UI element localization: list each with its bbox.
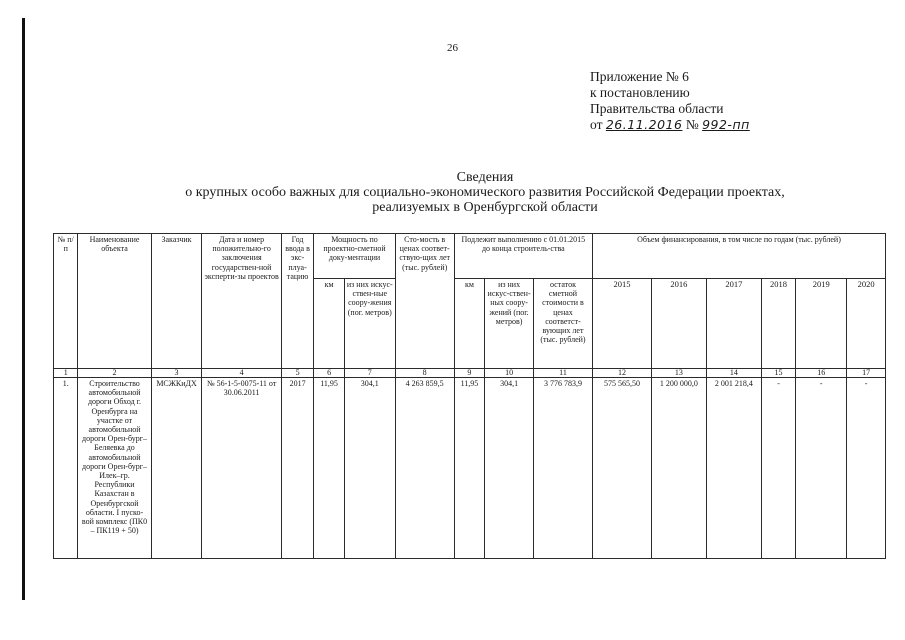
header-row-top [54, 234, 886, 279]
column-number: 3 [151, 369, 202, 378]
annex-line-2: к постановлению [590, 85, 690, 100]
header-cost: Сто-мость в ценах соответ-ствую-щих лет (тыс. рублей) [395, 234, 454, 369]
row-funding-2015: 575 565,50 [592, 378, 651, 559]
projects-table [53, 233, 886, 559]
header-remaining-cost: остаток сметной стоимости в ценах соответст-вующих лет (тыс. рублей) [533, 279, 592, 369]
row-capacity-km: 11,95 [314, 378, 345, 559]
column-number: 12 [592, 369, 651, 378]
header-remaining: Подлежит выполнению с 01.01.2015 до конца строитель-ства [454, 234, 592, 279]
row-funding-2018: - [761, 378, 796, 559]
header-capacity-structures: из них искус-ствен-ные соору-жения (пог. метров) [344, 279, 395, 369]
column-number: 6 [314, 369, 345, 378]
header-year-2018: 2018 [761, 279, 796, 369]
column-number: 16 [796, 369, 847, 378]
header-remaining-km: км [454, 279, 485, 369]
column-number-row [54, 369, 886, 378]
annex-number: 992-пп [702, 117, 750, 132]
title-line-1: Сведения [456, 170, 514, 185]
header-capacity: Мощность по проектно-сметной доку-ментации [314, 234, 395, 279]
column-number: 15 [761, 369, 796, 378]
row-remaining-cost: 3 776 783,9 [533, 378, 592, 559]
column-number: 9 [454, 369, 485, 378]
column-number: 5 [281, 369, 314, 378]
header-name: Наименование объекта [78, 234, 151, 369]
header-funding: Объем финансирования, в том числе по годам (тыс. рублей) [592, 234, 885, 279]
row-remaining-km: 11,95 [454, 378, 485, 559]
column-number: 10 [485, 369, 534, 378]
row-funding-2019: - [796, 378, 847, 559]
header-remaining-structures: из них искус-ствен-ных соору-жений (пог. метров) [485, 279, 534, 369]
column-number: 4 [202, 369, 281, 378]
annex-title: Приложение № 6 [590, 69, 689, 84]
row-customer: МСЖКиДХ [151, 378, 202, 559]
header-expertise: Дата и номер положительно-го заключения государствен-ной эксперти-зы проектов [202, 234, 281, 369]
annex-number-prefix: № [685, 117, 699, 132]
row-funding-2016: 1 200 000,0 [651, 378, 706, 559]
header-capacity-km: км [314, 279, 345, 369]
page-number: 26 [447, 42, 458, 54]
header-year-2019: 2019 [796, 279, 847, 369]
column-number: 11 [533, 369, 592, 378]
column-number: 7 [344, 369, 395, 378]
row-remaining-structures: 304,1 [485, 378, 534, 559]
header-year-2016: 2016 [651, 279, 706, 369]
row-funding-2017: 2 001 218,4 [706, 378, 761, 559]
header-year-2017: 2017 [706, 279, 761, 369]
row-commission-year: 2017 [281, 378, 314, 559]
header-num: № п/п [54, 234, 78, 369]
header-year-2020: 2020 [847, 279, 886, 369]
annex-from-prefix: от [590, 117, 603, 132]
row-num: 1. [54, 378, 78, 559]
column-number: 2 [78, 369, 151, 378]
row-funding-2020: - [847, 378, 886, 559]
table-row [54, 378, 886, 559]
column-number: 17 [847, 369, 886, 378]
row-capacity-structures: 304,1 [344, 378, 395, 559]
row-expertise: № 56-1-5-0075-11 от 30.06.2011 [202, 378, 281, 559]
column-number: 8 [395, 369, 454, 378]
annex-date: 26.11.2016 [605, 117, 683, 132]
row-cost: 4 263 859,5 [395, 378, 454, 559]
annex-block [590, 69, 750, 133]
annex-date-row [590, 117, 750, 133]
row-object-name: Строительство автомобильной дороги Обход г. Оренбурга на участке от автомобильной дороги Орен-бург–Беляевка до автомобильной дороги Орен-бург–Илек–гр. Республики Казахстан в Оренбургской области. I пуско-вой комплекс (ПК0 – ПК119 + 50) [78, 378, 151, 559]
title-line-2: о крупных особо важных для социально-экономического развития Российской Федерации проектах, [185, 185, 785, 200]
column-number: 1 [54, 369, 78, 378]
header-year-2015: 2015 [592, 279, 651, 369]
scan-edge-bar [22, 18, 25, 600]
annex-line-3: Правительства области [590, 101, 724, 116]
column-number: 14 [706, 369, 761, 378]
header-year: Год ввода в экс-плуа-тацию [281, 234, 314, 369]
column-number: 13 [651, 369, 706, 378]
title-line-3: реализуемых в Оренбургской области [372, 200, 598, 215]
header-customer: Заказчик [151, 234, 202, 369]
document-title [120, 170, 850, 215]
